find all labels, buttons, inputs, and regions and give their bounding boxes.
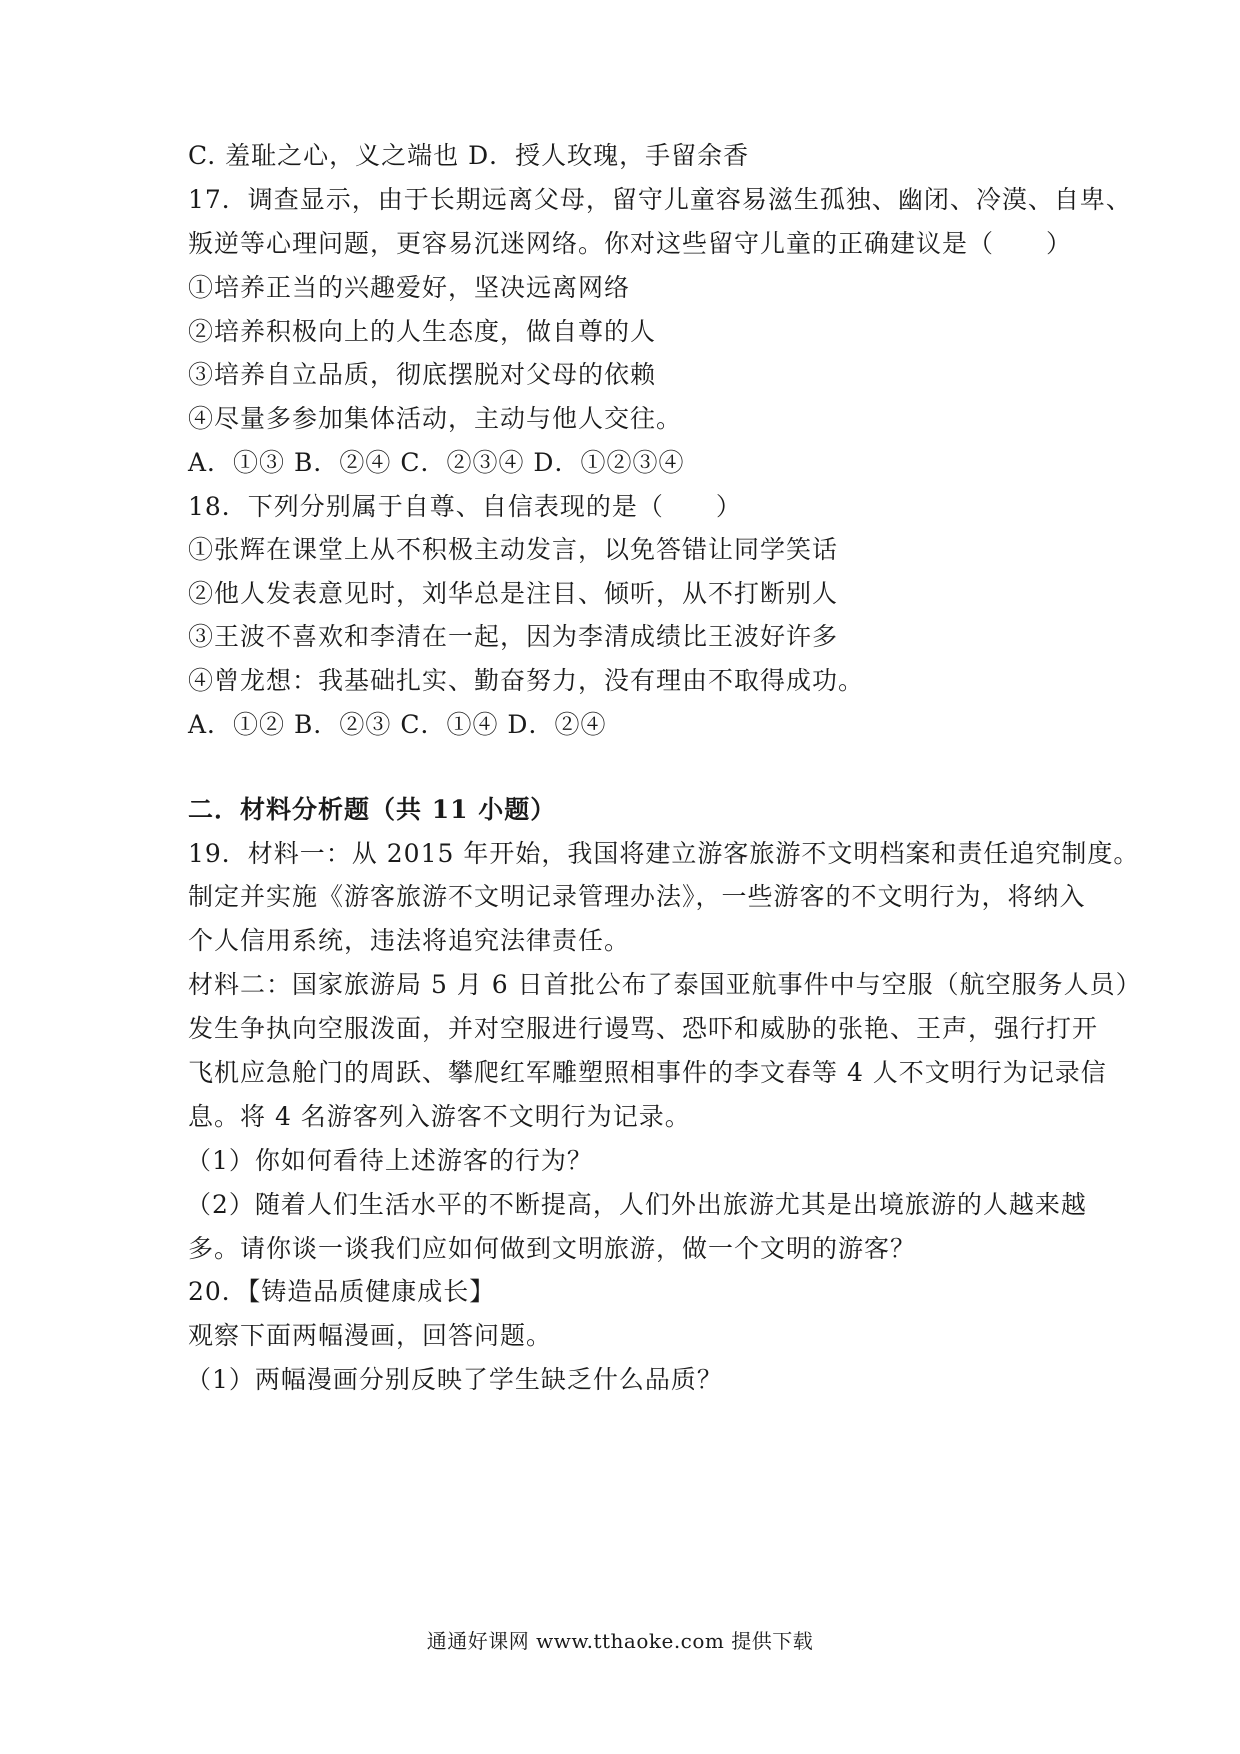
q19-material1-line2: 制定并实施《游客旅游不文明记录管理办法》，一些游客的不文明行为，将纳入 [188,882,1086,911]
q20-title: 20．【铸造品质健康成长】 [188,1277,496,1306]
section-heading: 二．材料分析题（共 11 小题） [188,795,557,824]
q18-item-4: ④曾龙想：我基础扎实、勤奋努力，没有理由不取得成功。 [188,666,865,695]
page-footer: 通通好课网 www.tthaoke.com 提供下载 [426,1629,814,1653]
q19-material2-line4: 息。将 4 名游客列入游客不文明行为记录。 [188,1102,691,1131]
q18-stem: 18．下列分别属于自尊、自信表现的是（ ） [188,492,742,521]
q17-item-1: ①培养正当的兴趣爱好，坚决远离网络 [188,273,631,302]
q19-material1-line3: 个人信用系统，违法将追究法律责任。 [188,926,631,955]
q17-stem-line1: 17．调查显示，由于长期远离父母，留守儿童容易滋生孤独、幽闭、冷漠、自卑、 [188,185,1132,214]
q18-item-1: ①张辉在课堂上从不积极主动发言，以免答错让同学笑话 [188,535,839,564]
q18-options: A．①② B．②③ C．①④ D．②④ [188,710,607,739]
q17-item-3: ③培养自立品质，彻底摆脱对父母的依赖 [188,360,657,389]
q19-sub2-line1: （2）随着人们生活水平的不断提高，人们外出旅游尤其是出境旅游的人越来越 [186,1190,1087,1219]
q17-item-4: ④尽量多参加集体活动，主动与他人交往。 [188,404,683,433]
q20-sub1: （1）两幅漫画分别反映了学生缺乏什么品质？ [186,1365,723,1394]
q17-item-2: ②培养积极向上的人生态度，做自尊的人 [188,317,657,346]
q19-material2-line3: 飞机应急舱门的周跃、攀爬红军雕塑照相事件的李文春等 4 人不文明行为记录信 [188,1058,1107,1087]
q17-stem-line2: 叛逆等心理问题，更容易沉迷网络。你对这些留守儿童的正确建议是（ ） [188,229,1073,258]
q19-material2-line1: 材料二：国家旅游局 5 月 6 日首批公布了泰国亚航事件中与空服（航空服务人员） [188,970,1142,999]
q19-sub2-line2: 多。请你谈一谈我们应如何做到文明旅游，做一个文明的游客？ [188,1234,917,1263]
q18-item-2: ②他人发表意见时，刘华总是注目、倾听，从不打断别人 [188,579,839,608]
q16-options-cd: C. 羞耻之心，义之端也 D．授人玫瑰，手留余香 [188,141,750,170]
q17-options: A．①③ B．②④ C．②③④ D．①②③④ [188,448,685,477]
q20-instruction: 观察下面两幅漫画，回答问题。 [188,1321,553,1350]
q18-item-3: ③王波不喜欢和李清在一起，因为李清成绩比王波好许多 [188,622,839,651]
q19-material2-line2: 发生争执向空服泼面，并对空服进行谩骂、恐吓和威胁的张艳、王声，强行打开 [188,1014,1099,1043]
q19-sub1: （1）你如何看待上述游客的行为？ [186,1146,593,1175]
q19-material1-line1: 19．材料一：从 2015 年开始，我国将建立游客旅游不文明档案和责任追究制度。 [188,839,1140,868]
